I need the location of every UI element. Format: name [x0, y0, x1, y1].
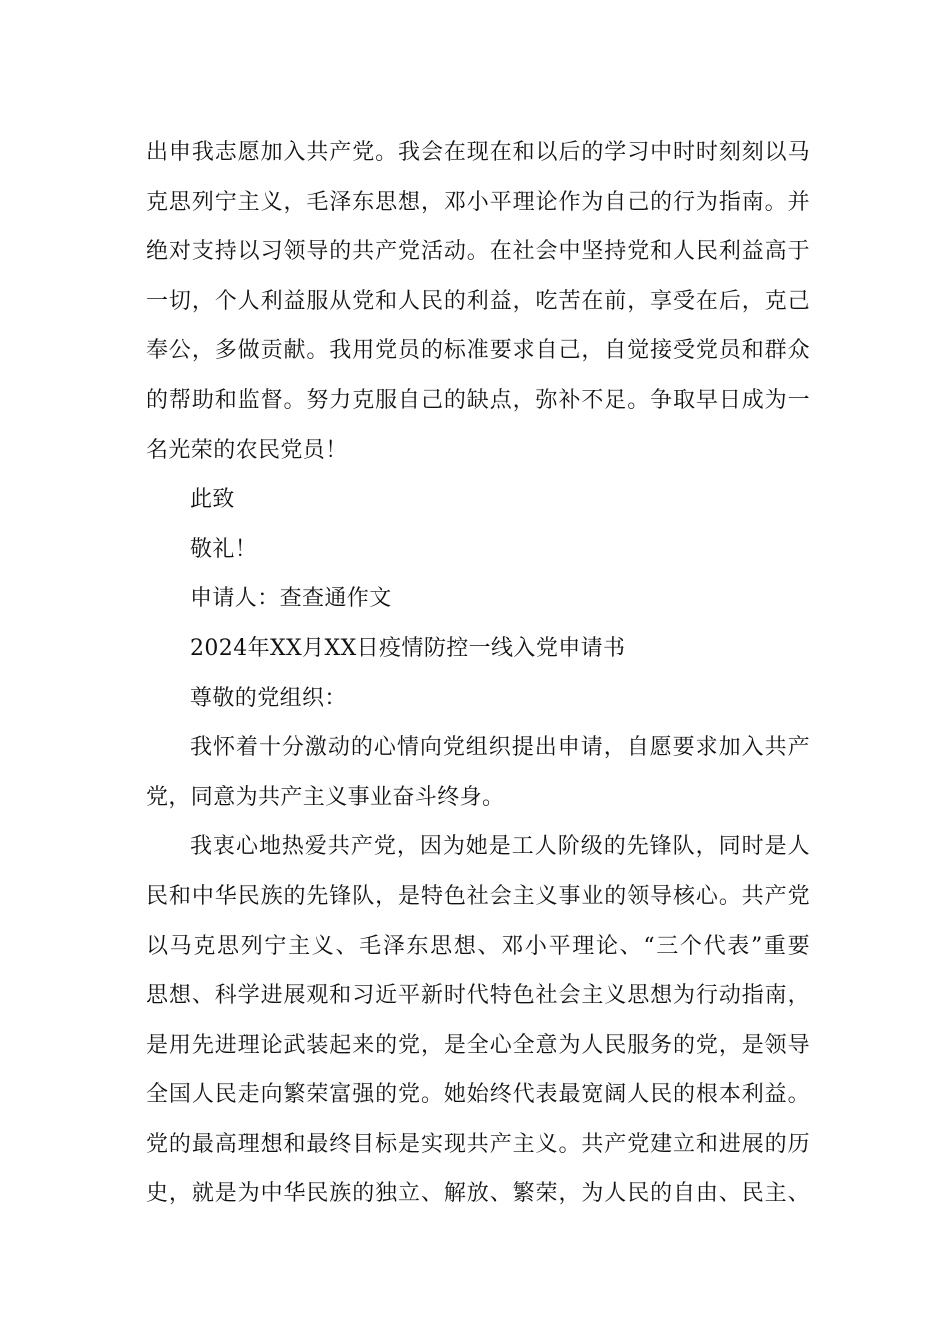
applicant-signature: 申请人：查查通作文	[190, 586, 392, 612]
text-line: 民和中华民族的先锋队，是特色社会主义事业的领导核心。共产党	[146, 883, 810, 909]
text-line: 我怀着十分激动的心情向党组织提出申请，自愿要求加入共产	[190, 735, 810, 761]
text-line: 的帮助和监督。努力克服自己的缺点，弥补不足。争取早日成为一	[146, 387, 810, 413]
document-body	[146, 128, 810, 1219]
text-line: 全国人民走向繁荣富强的党。她始终代表最宽阔人民的根本利益。	[146, 1082, 810, 1108]
text-line: 史，就是为中华民族的独立、解放、繁荣，为人民的自由、民主、	[146, 1181, 810, 1207]
text-line: 是用先进理论武装起来的党，是全心全意为人民服务的党，是领导	[146, 1032, 810, 1058]
text-line: 一切，个人利益服从党和人民的利益，吃苦在前，享受在后，克己	[146, 288, 810, 314]
text-line: 出申我志愿加入共产党。我会在现在和以后的学习中时时刻刻以马	[146, 140, 810, 165]
text-line: 绝对支持以习领导的共产党活动。在社会中坚持党和人民利益高于	[146, 239, 810, 265]
text-line: 思想、科学进展观和习近平新时代特色社会主义思想为行动指南，	[146, 983, 810, 1009]
text-line: 党，同意为共产主义事业奋斗终身。	[146, 784, 505, 810]
text-line: 奉公，多做贡献。我用党员的标准要求自己，自觉接受党员和群众	[146, 338, 810, 364]
text-line: 以马克思列宁主义、毛泽东思想、邓小平理论、“三个代表”重要	[146, 933, 810, 959]
text-line: 我衷心地热爱共产党，因为她是工人阶级的先锋队，同时是人	[190, 834, 810, 860]
greeting: 尊敬的党组织：	[190, 685, 347, 711]
closing-salutation: 此致	[190, 487, 235, 513]
closing-regards: 敬礼！	[190, 536, 258, 562]
text-line: 克思列宁主义，毛泽东思想，邓小平理论作为自己的行为指南。并	[146, 189, 810, 215]
date-and-title: 2024年XX月XX日疫情防控一线入党申请书	[190, 635, 626, 661]
text-line: 党的最高理想和最终目标是实现共产主义。共产党建立和进展的历	[146, 1131, 810, 1157]
text-line: 名光荣的农民党员！	[146, 437, 348, 463]
